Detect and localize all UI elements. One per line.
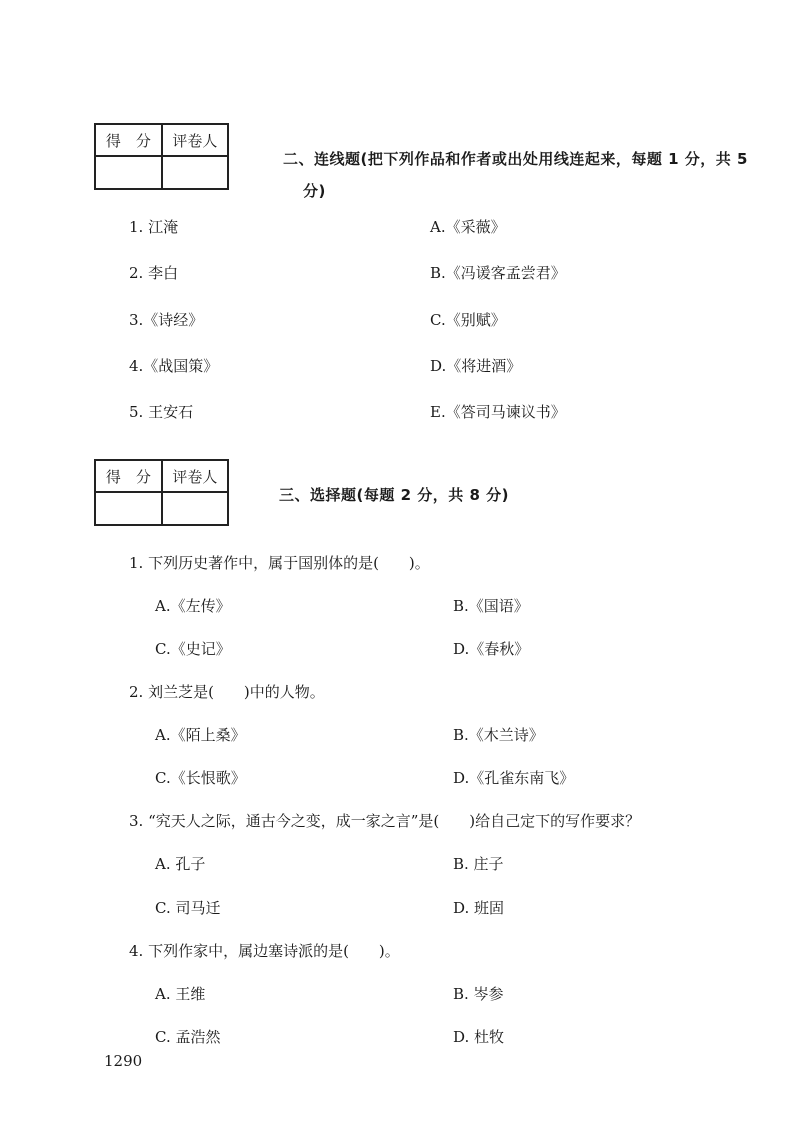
score-cell — [95, 156, 162, 189]
option-d: D. 班固 — [453, 899, 505, 917]
option-b: B.《木兰诗》 — [453, 726, 544, 744]
section2-title-line2: 分) — [303, 182, 326, 200]
option-c: C. 司马迁 — [155, 899, 221, 917]
score-cell — [95, 492, 162, 525]
option-b: B.《国语》 — [453, 597, 529, 615]
section2-title-line1: 二、连线题(把下列作品和作者或出处用线连起来，每题 1 分，共 5 — [283, 150, 748, 168]
grader-label: 评卷人 — [162, 124, 228, 156]
section3-title: 三、选择题(每题 2 分，共 8 分) — [279, 486, 509, 504]
score-label: 得 分 — [95, 460, 162, 492]
option-d: D. 杜牧 — [453, 1028, 505, 1046]
grader-cell — [162, 492, 228, 525]
match-left-item: 3.《诗经》 — [129, 311, 204, 329]
option-b: B. 岑参 — [453, 985, 504, 1003]
option-d: D.《孔雀东南飞》 — [453, 769, 575, 787]
match-left-item: 5. 王安石 — [129, 403, 194, 421]
option-a: A.《左传》 — [155, 597, 231, 615]
question-stem: 2. 刘兰芝是( )中的人物。 — [129, 683, 325, 701]
question-stem: 4. 下列作家中，属边塞诗派的是( )。 — [129, 942, 400, 960]
page-number: 1290 — [104, 1052, 143, 1070]
question-stem: 1. 下列历史著作中，属于国别体的是( )。 — [129, 554, 430, 572]
option-c: C. 孟浩然 — [155, 1028, 221, 1046]
match-right-item: A.《采薇》 — [430, 218, 506, 236]
match-left-item: 2. 李白 — [129, 264, 179, 282]
match-left-item: 1. 江淹 — [129, 218, 179, 236]
match-right-item: E.《答司马谏议书》 — [430, 403, 566, 421]
score-box-section2 — [94, 123, 229, 190]
grader-label: 评卷人 — [162, 460, 228, 492]
grader-cell — [162, 156, 228, 189]
option-a: A. 王维 — [155, 985, 206, 1003]
option-b: B. 庄子 — [453, 855, 504, 873]
option-c: C.《长恨歌》 — [155, 769, 246, 787]
option-a: A. 孔子 — [155, 855, 206, 873]
match-right-item: C.《别赋》 — [430, 311, 506, 329]
option-d: D.《春秋》 — [453, 640, 530, 658]
option-a: A.《陌上桑》 — [155, 726, 246, 744]
match-right-item: B.《冯谖客孟尝君》 — [430, 264, 566, 282]
match-right-item: D.《将进酒》 — [430, 357, 522, 375]
score-label: 得 分 — [95, 124, 162, 156]
score-box-section3 — [94, 459, 229, 526]
match-left-item: 4.《战国策》 — [129, 357, 219, 375]
question-stem: 3. “究天人之际，通古今之变，成一家之言”是( )给自己定下的写作要求？ — [129, 812, 641, 830]
option-c: C.《史记》 — [155, 640, 231, 658]
